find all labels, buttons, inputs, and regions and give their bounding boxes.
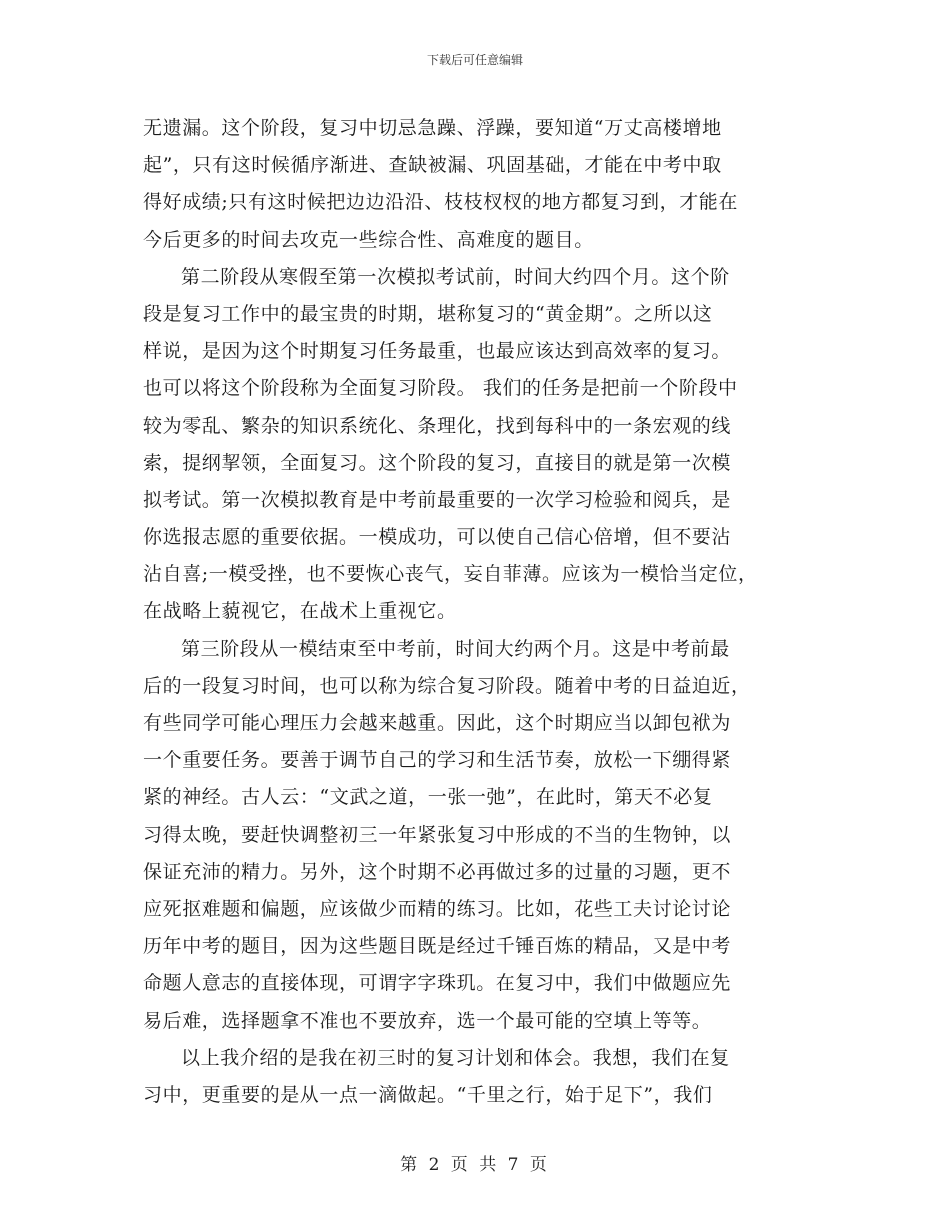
- text-line: 命题人意志的直接体现，可谓字字珠玑。在复习中，我们中做题应先: [143, 972, 732, 995]
- text-line: 无遗漏。这个阶段，复习中切忌急躁、浮躁，要知道“万丈高楼增地: [143, 117, 722, 139]
- text-line: 以上我介绍的是我在初三时的复习计划和体会。我想，我们在复: [181, 1046, 730, 1069]
- text-line: 保证充沛的精力。另外，这个时期不必再做过多的过量的习题，更不: [143, 860, 732, 883]
- text-line: 习中，更重要的是从一点一滴做起。“千里之行，始于足下”，我们: [143, 1083, 713, 1106]
- text-line: 第二阶段从寒假至第一次模拟考试前，时间大约四个月。这个阶: [181, 265, 730, 288]
- text-line: 索，提纲挈领，全面复习。这个阶段的复习，直接目的就是第一次模: [143, 451, 732, 474]
- paragraph: [143, 1040, 813, 1114]
- paragraph: [143, 259, 813, 631]
- text-line: 后的一段复习时间，也可以称为综合复习阶段。随着中考的日益迫近，: [143, 674, 751, 697]
- text-line: 历年中考的题目，因为这些题目既是经过千锤百炼的精品，又是中考: [143, 935, 732, 958]
- text-line: 样说，是因为这个时期复习任务最重，也最应该达到高效率的复习。: [143, 340, 732, 363]
- text-line: 段是复习工作中的最宝贵的时期，堪称复习的“黄金期”。之所以这: [143, 302, 713, 325]
- text-line: 紧的神经。古人云：“文武之道，一张一弛”，在此时，第天不必复: [143, 786, 713, 809]
- paragraph: [143, 631, 813, 1040]
- page-header-note: 下载后可任意编辑: [426, 53, 523, 67]
- paragraph: [143, 110, 813, 259]
- text-line: 易后难，选择题拿不准也不要放弃，选一个最可能的空填上等等。: [143, 1009, 712, 1032]
- text-line: 应死抠难题和偏题，应该做少而精的练习。比如，花些工夫讨论讨论: [143, 897, 732, 920]
- text-line: 一个重要任务。要善于调节自己的学习和生活节奏，放松一下绷得紧: [143, 749, 732, 772]
- text-line: 第三阶段从一模结束至中考前，时间大约两个月。这是中考前最: [181, 637, 730, 660]
- text-line: 在战略上藐视它，在战术上重视它。: [143, 600, 457, 623]
- text-line: 今后更多的时间去攻克一些综合性、高难度的题目。: [143, 228, 594, 251]
- text-line: 拟考试。第一次模拟教育是中考前最重要的一次学习检验和阅兵，是: [143, 488, 732, 511]
- text-line: 有些同学可能心理压力会越来越重。因此，这个时期应当以卸包袱为: [143, 712, 732, 734]
- text-line: 习得太晚，要赶快调整初三一年紧张复习中形成的不当的生物钟，以: [143, 823, 732, 846]
- text-line: 你选报志愿的重要依据。一模成功，可以使自己信心倍增，但不要沾: [143, 526, 732, 549]
- text-line: 较为零乱、繁杂的知识系统化、条理化，找到每科中的一条宏观的线: [143, 414, 732, 437]
- body-text: [143, 110, 813, 1114]
- text-line: 沾自喜;一模受挫，也不要恢心丧气，妄自菲薄。应该为一模恰当定位，: [143, 563, 758, 586]
- text-line: 起”，只有这时候循序渐进、查缺被漏、巩固基础，才能在中考中取: [143, 154, 722, 177]
- text-line: 也可以将这个阶段称为全面复习阶段。 我们的任务是把前一个阶段中: [143, 377, 738, 400]
- text-line: 得好成绩;只有这时候把边边沿沿、枝枝杈杈的地方都复习到，才能在: [143, 191, 739, 214]
- page-number: 第 2 页 共 7 页: [400, 1155, 550, 1175]
